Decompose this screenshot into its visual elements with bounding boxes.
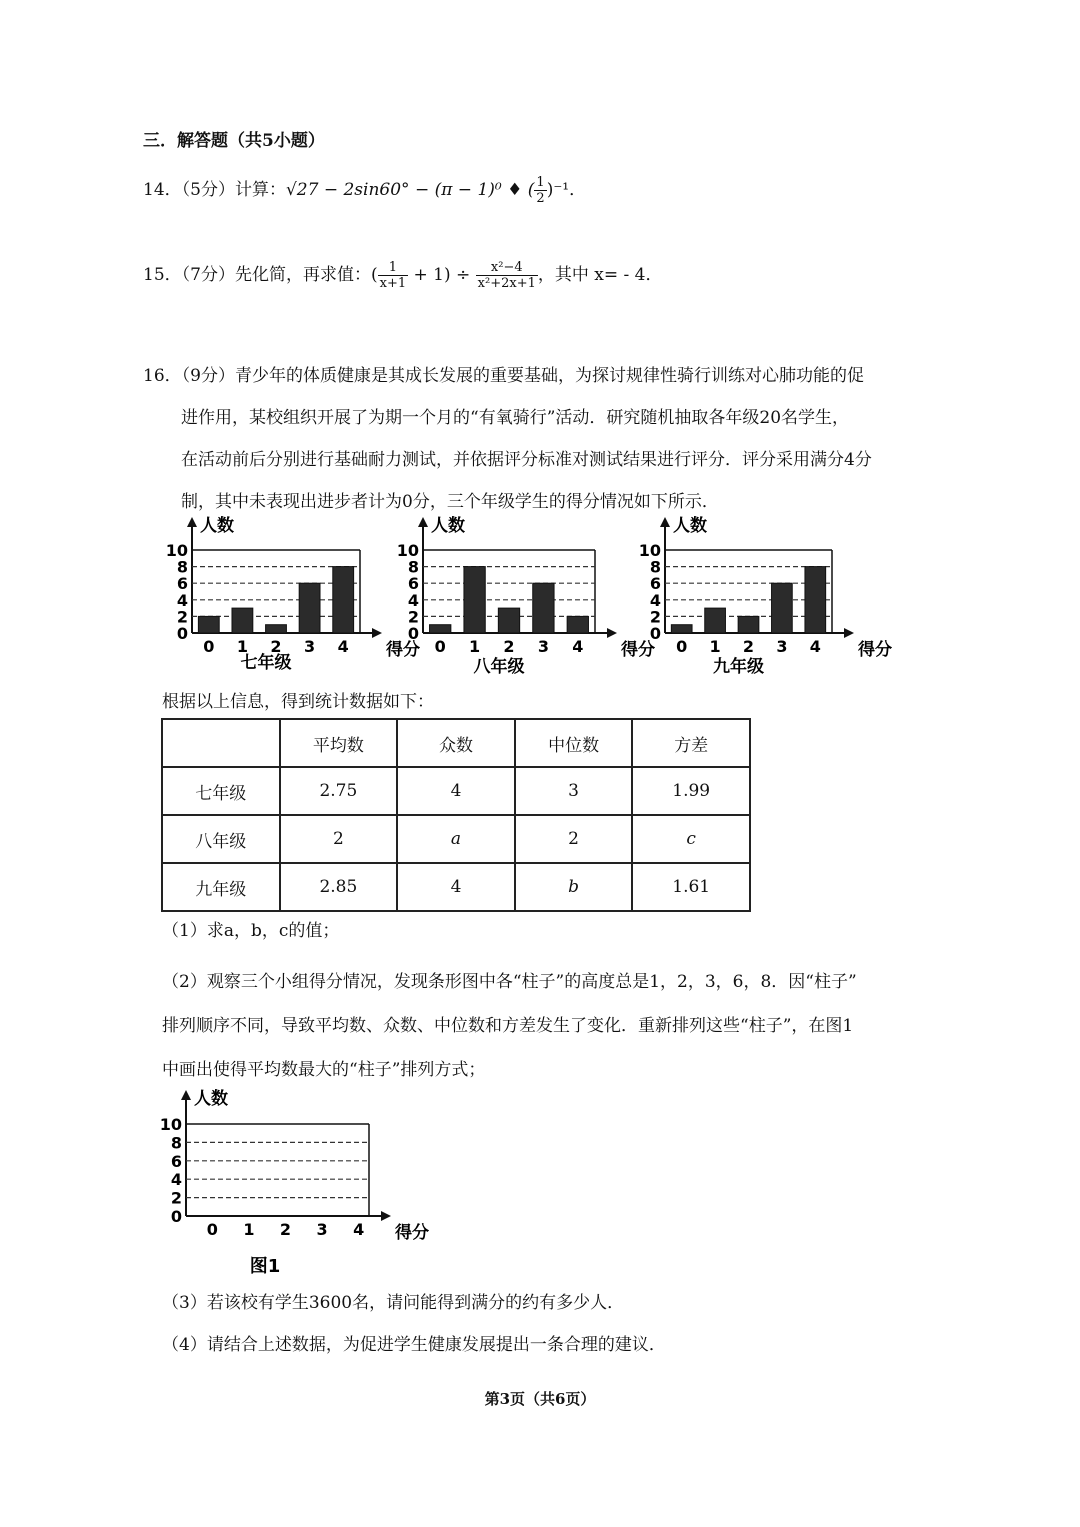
x-tick-label: 3 (304, 637, 316, 656)
section-title: 三．解答题（共5小题） (143, 131, 325, 151)
table-cell: 2 (515, 815, 633, 863)
sub-question-4: （4）请结合上述数据，为促进学生健康发展提出一条合理的建议． (162, 1335, 666, 1355)
y-tick-label: 2 (649, 607, 661, 627)
q16-line-4: 制，其中未表现出进步者计为0分，三个年级学生的得分情况如下所示． (181, 492, 719, 512)
x-axis-arrow (607, 628, 617, 638)
x-axis-arrow (381, 1211, 391, 1221)
table-cell: 2 (280, 815, 398, 863)
table-header: 众数 (397, 719, 515, 767)
y-axis-label: 人数 (194, 1089, 228, 1109)
y-tick-label: 4 (407, 590, 419, 610)
y-axis-label: 人数 (200, 516, 234, 536)
x-tick-label: 0 (203, 637, 215, 656)
q15-score: （7分） (181, 265, 235, 285)
table-header: 方差 (632, 719, 750, 767)
y-tick-label: 6 (649, 574, 661, 594)
table-cell: 1.61 (632, 863, 750, 911)
table-cell: 七年级 (162, 767, 280, 815)
chart-title: 七年级 (240, 653, 292, 673)
table-row (162, 863, 750, 911)
x-tick-label: 4 (353, 1220, 365, 1239)
stats-table (161, 718, 751, 912)
q15-number: 15． (143, 265, 182, 285)
x-tick-label: 0 (206, 1220, 218, 1239)
y-tick-label: 0 (176, 624, 188, 643)
q15-fraction-1: $\frac{1}{x+1}$ (379, 260, 407, 291)
y-tick-label: 2 (407, 607, 419, 627)
table-header: 平均数 (280, 719, 398, 767)
y-axis-arrow (660, 517, 670, 527)
table-cell: 1.99 (632, 767, 750, 815)
x-axis-arrow (844, 628, 854, 638)
sub2-line-1: （2）观察三个小组得分情况，发现条形图中各“柱子”的高度总是1，2，3，6，8．因“柱子” (162, 972, 857, 992)
bar (464, 567, 485, 633)
bar (805, 567, 826, 633)
bar (498, 608, 519, 633)
y-tick-label: 10 (638, 541, 661, 560)
table-row (162, 767, 750, 815)
table-row (162, 815, 750, 863)
y-tick-label: 4 (176, 590, 188, 610)
y-tick-label: 8 (176, 557, 188, 577)
bar (266, 625, 287, 633)
q14-expression-end: )⁻¹． (546, 180, 587, 200)
bar (533, 583, 554, 633)
table-cell: 2.85 (280, 863, 398, 911)
y-axis-label: 人数 (431, 516, 465, 536)
y-tick-label: 0 (170, 1207, 182, 1226)
x-tick-label: 4 (572, 637, 584, 656)
sub2-line-3: 中画出使得平均数最大的“柱子”排列方式； (162, 1060, 486, 1080)
y-tick-label: 6 (170, 1151, 182, 1171)
chart-title: 图1 (249, 1256, 281, 1277)
bar (567, 616, 588, 633)
q14-prefix: 计算： (234, 180, 286, 200)
y-tick-label: 8 (170, 1133, 182, 1153)
bar (705, 608, 726, 633)
page-footer: 第3页（共6页） (484, 1390, 596, 1408)
table-header-row (162, 719, 750, 767)
bar (198, 616, 219, 633)
y-tick-label: 2 (170, 1188, 182, 1208)
y-axis-arrow (187, 517, 197, 527)
x-axis-label: 得分 (858, 640, 892, 660)
sub-question-1: （1）求a，b，c的值； (162, 921, 340, 941)
q15-fraction-2: $\frac{\text{x²−4}}{\text{x²+2x+1}}$ (477, 260, 536, 291)
bar (430, 625, 451, 633)
y-tick-label: 2 (176, 607, 188, 627)
q14-number: 14． (143, 180, 182, 200)
x-tick-label: 2 (503, 637, 515, 656)
q15-suffix: ，其中 x= - 4． (537, 265, 663, 285)
x-tick-label: 1 (236, 637, 248, 656)
chart-title: 九年级 (713, 657, 764, 677)
q14-score: （5分） (181, 180, 235, 200)
table-cell: 3 (515, 767, 633, 815)
bar (738, 616, 759, 633)
x-tick-label: 1 (709, 637, 721, 656)
y-tick-label: 6 (407, 574, 419, 594)
y-axis-label: 人数 (673, 516, 707, 536)
table-cell: 2.75 (280, 767, 398, 815)
y-tick-label: 6 (176, 574, 188, 594)
x-tick-label: 2 (742, 637, 755, 656)
x-tick-label: 4 (809, 637, 821, 656)
x-tick-label: 2 (270, 637, 282, 656)
q16-line-3: 在活动前后分别进行基础耐力测试，并依据评分标准对测试结果进行评分．评分采用满分4分 (181, 450, 872, 470)
x-tick-label: 1 (469, 637, 481, 656)
chart-title: 八年级 (473, 657, 525, 677)
x-tick-label: 1 (243, 1220, 255, 1239)
y-axis-arrow (418, 517, 428, 527)
sub2-line-2: 排列顺序不同，导致平均数、众数、中位数和方差发生了变化．重新排列这些“柱子”，在图1 (162, 1016, 854, 1036)
table-cell: 4 (397, 767, 515, 815)
y-tick-label: 10 (396, 541, 419, 560)
sub-question-3: （3）若该校有学生3600名，请问能得到满分的约有多少人． (162, 1293, 625, 1313)
y-tick-label: 8 (649, 557, 661, 577)
y-tick-label: 8 (407, 557, 419, 577)
x-axis-arrow (372, 628, 382, 638)
y-tick-label: 0 (649, 624, 661, 643)
x-tick-label: 2 (279, 1220, 292, 1239)
q15-mid: + 1) ÷ (413, 265, 471, 285)
table-cell: a (397, 815, 515, 863)
y-tick-label: 4 (170, 1170, 182, 1190)
x-tick-label: 3 (776, 637, 788, 656)
x-tick-label: 0 (434, 637, 446, 656)
bar (232, 608, 253, 633)
y-tick-label: 10 (159, 1115, 182, 1134)
q14-expression: √27 − 2sin60° − (π − 1)⁰ ♦ ( (285, 180, 535, 200)
q16-line-2: 进作用，某校组织开展了为期一个月的“有氧骑行”活动．研究随机抽取各年级20名学生， (181, 408, 850, 428)
x-tick-label: 3 (537, 637, 549, 656)
x-axis-label: 得分 (395, 1223, 429, 1243)
bar (671, 625, 692, 633)
table-header: 中位数 (515, 719, 633, 767)
stats-intro: 根据以上信息，得到统计数据如下： (162, 692, 434, 712)
q14-fraction: $\frac{1}{2}$ (536, 175, 545, 206)
y-tick-label: 4 (649, 590, 661, 610)
x-tick-label: 3 (316, 1220, 328, 1239)
table-header (162, 719, 280, 767)
bar (772, 583, 793, 633)
x-tick-label: 4 (337, 637, 349, 656)
bar (333, 567, 354, 633)
q15-prefix: 先化简，再求值：( (234, 265, 378, 285)
table-cell: c (632, 815, 750, 863)
table-cell: 九年级 (162, 863, 280, 911)
y-tick-label: 10 (165, 541, 188, 560)
q16-line-1: 16．（9分）青少年的体质健康是其成长发展的重要基础，为探讨规律性骑行训练对心肺功能的促 (143, 366, 864, 386)
sub-question-2 (162, 960, 952, 1092)
x-axis-label: 得分 (621, 640, 655, 660)
x-tick-label: 0 (676, 637, 688, 656)
y-tick-label: 0 (407, 624, 419, 643)
table-cell: 4 (397, 863, 515, 911)
x-axis-label: 得分 (386, 640, 420, 660)
bar (299, 583, 320, 633)
table-cell: 八年级 (162, 815, 280, 863)
table-cell: b (515, 863, 633, 911)
